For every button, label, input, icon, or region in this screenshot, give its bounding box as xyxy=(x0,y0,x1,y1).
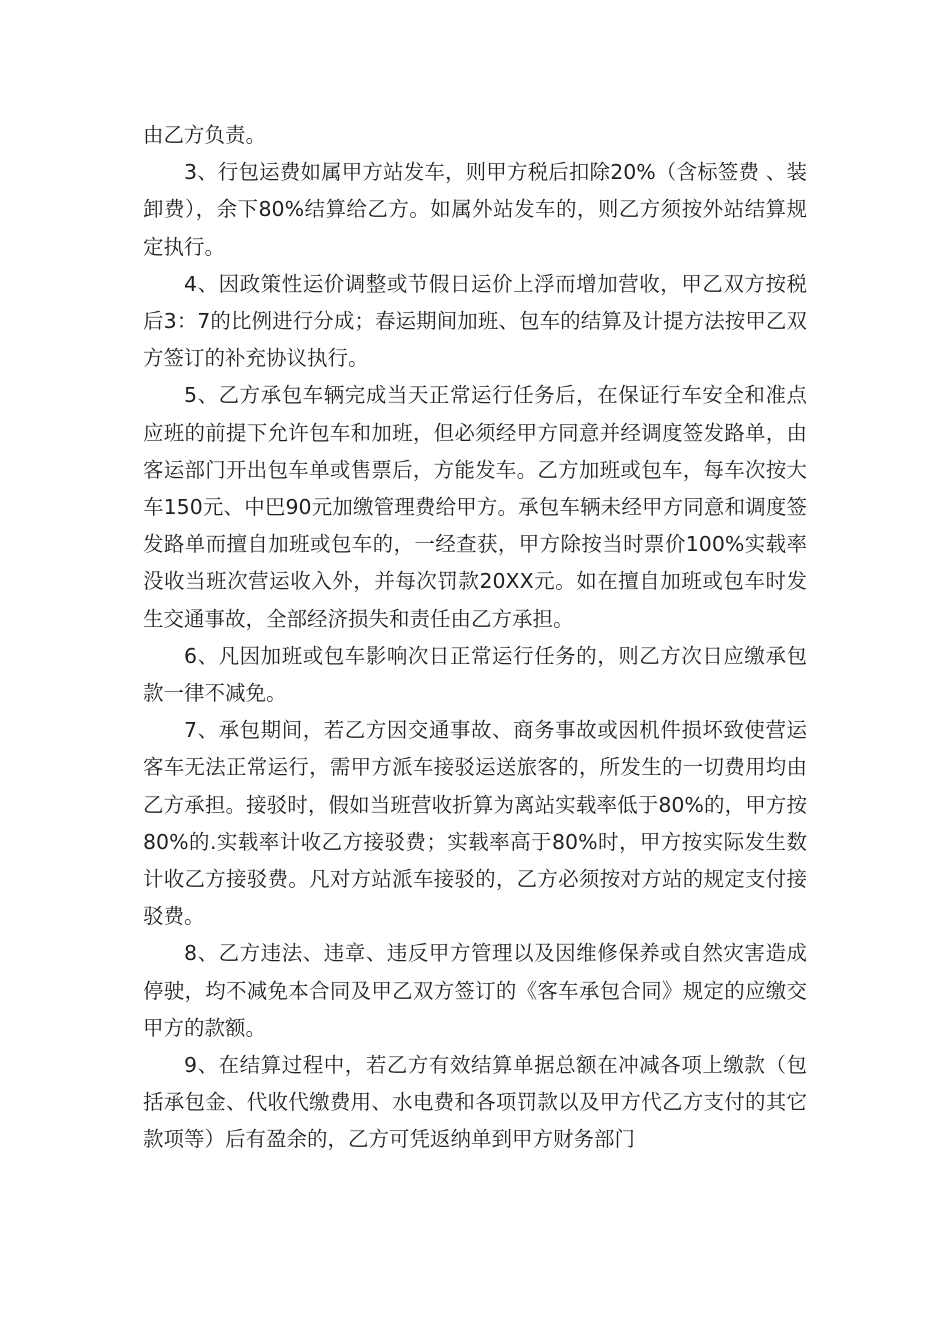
paragraph-clause-6: 6、凡因加班或包车影响次日正常运行任务的，则乙方次日应缴承包款一律不减免。 xyxy=(143,643,807,706)
paragraph-clause-7: 7、承包期间，若乙方因交通事故、商务事故或因机件损坏致使营运客车无法正常运行，需甲方派车接驳运送旅客的，所发生的一切费用均由乙方承担。接驳时，假如当班营收折算为离站实载率低于80%的，甲方按80%的.实载率计收乙方接驳费；实载率高于80%时，甲方按实际发生数计收乙方接驳费。凡对方站派车接驳的，乙方必须按对方站的规定支付接驳费。 xyxy=(143,718,807,929)
paragraph-clause-8: 8、乙方违法、违章、违反甲方管理以及因维修保养或自然灾害造成停驶，均不减免本合同及甲乙双方签订的《客车承包合同》规定的应缴交甲方的款额。 xyxy=(143,941,807,1040)
paragraph-clause-3: 3、行包运费如属甲方站发车，则甲方税后扣除20%（含标签费 、装卸费），余下80%结算给乙方。如属外站发车的，则乙方须按外站结算规定执行。 xyxy=(143,160,807,259)
document-body xyxy=(143,117,807,1159)
paragraph-clause-4: 4、因政策性运价调整或节假日运价上浮而增加营收，甲乙双方按税后3：7的比例进行分成；春运期间加班、包车的结算及计提方法按甲乙双方签订的补充协议执行。 xyxy=(143,271,807,371)
paragraph-clause-9: 9、在结算过程中，若乙方有效结算单据总额在冲减各项上缴款（包括承包金、代收代缴费用、水电费和各项罚款以及甲方代乙方支付的其它款项等）后有盈余的，乙方可凭返纳单到甲方财务部门 xyxy=(143,1053,807,1152)
paragraph-continuation: 由乙方负责。 xyxy=(143,123,266,147)
paragraph-clause-5: 5、乙方承包车辆完成当天正常运行任务后，在保证行车安全和准点应班的前提下允许包车和加班，但必须经甲方同意并经调度签发路单，由客运部门开出包车单或售票后，方能发车。乙方加班或包车，每车次按大车150元、中巴90元加缴管理费给甲方。承包车辆未经甲方同意和调度签发路单而擅自加班或包车的，一经查获，甲方除按当时票价100%实载率没收当班次营运收入外，并每次罚款20XX元。如在擅自加班或包车时发生交通事故，全部经济损失和责任由乙方承担。 xyxy=(143,383,807,631)
